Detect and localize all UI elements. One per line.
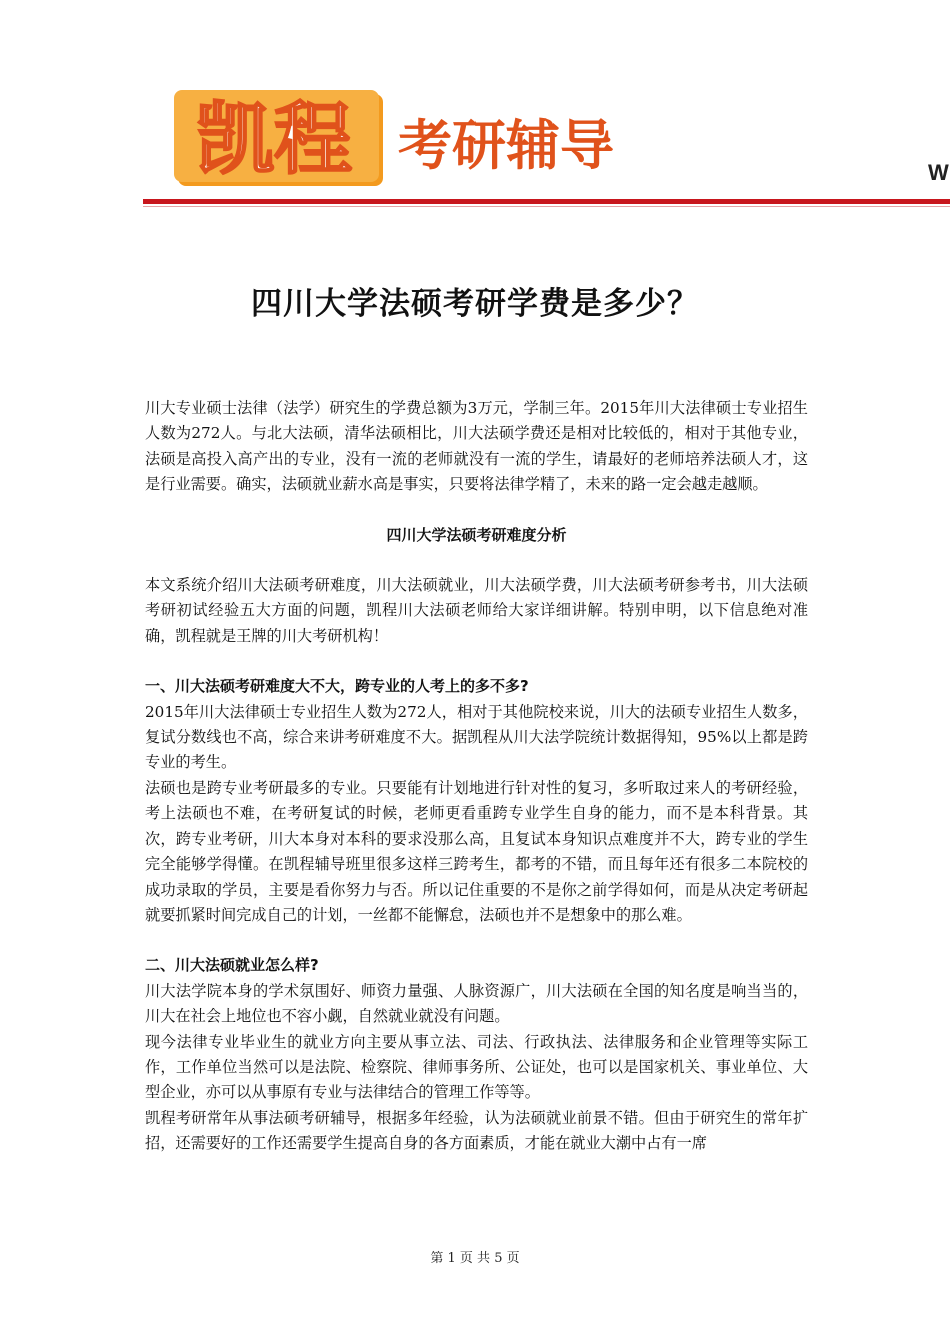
website-partial-text: W: [928, 160, 949, 185]
page-title: 四川大学法硕考研学费是多少？: [251, 286, 699, 322]
document-body: [145, 396, 808, 1157]
header-red-rule: [143, 199, 950, 204]
section1-paragraph: 2015年川大法律硕士专业招生人数为272人，相对于其他院校来说，川大的法硕专业招生人数多，复试分数线也不高，综合来讲考研难度不大。据凯程从川大法学院统计数据得知，95%以上都是跨专业的考生。: [145, 702, 808, 772]
logo-text: 凯程: [195, 95, 353, 185]
section1-heading: 一、川大法硕考研难度大不大，跨专业的人考上的多不多?: [145, 677, 529, 696]
section2-paragraph: 凯程考研常年从事法硕考研辅导，根据多年经验，认为法硕就业前景不错。但由于研究生的常年扩招，还需要好的工作还需要学生提高自身的各方面素质，才能在就业大潮中占有一席: [145, 1108, 808, 1153]
overview-paragraph: 本文系统介绍川大法硕考研难度，川大法硕就业，川大法硕学费，川大法硕考研参考书，川大法硕考研初试经验五大方面的问题，凯程川大法硕老师给大家详细讲解。特别申明，以下信息绝对准确，凯程就是王牌的川大考研机构！: [145, 576, 808, 645]
section-subtitle: 四川大学法硕考研难度分析: [386, 525, 567, 544]
section2-paragraph: 川大法学院本身的学术氛围好、师资力量强、人脉资源广，川大法硕在全国的知名度是响当当的，川大在社会上地位也不容小觑，自然就业就没有问题。: [145, 981, 808, 1026]
kaicheng-logo: [170, 72, 640, 192]
intro-paragraph: 川大专业硕士法律（法学）研究生的学费总额为3万元，学制三年。2015年川大法律硕士专业招生人数为272人。与北大法硕，清华法硕相比，川大法硕学费还是相对比较低的，相对于其他专业，法硕是高投入高产出的专业，没有一流的老师就没有一流的学生，请最好的老师培养法硕人才，这是行业需要。确实，法硕就业薪水高是事实，只要将法律学精了，未来的路一定会越走越顺。: [145, 399, 808, 494]
section1-paragraph: 法硕也是跨专业考研最多的专业。只要能有计划地进行针对性的复习，多听取过来人的考研经验，考上法硕也不难，在考研复试的时候，老师更看重跨专业学生自身的能力，而不是本科背景。其次，跨专业考研，川大本身对本科的要求没那么高，且复试本身知识点难度并不大，跨专业的学生完全能够学得懂。在凯程辅导班里很多这样三跨考生，都考的不错，而且每年还有很多二本院校的成功录取的学员，主要是看你努力与否。所以记住重要的不是你之前学得如何，而是从决定考研起就要抓紧时间完成自己的计划，一丝都不能懈怠，法硕也并不是想象中的那么难。: [145, 778, 808, 924]
section2-heading: 二、川大法硕就业怎么样?: [145, 956, 319, 975]
header-thin-rule: [143, 206, 950, 207]
section2-paragraph: 现今法律专业毕业生的就业方向主要从事立法、司法、行政执法、法律服务和企业管理等实际工作，工作单位当然可以是法院、检察院、律师事务所、公证处，也可以是国家机关、事业单位、大型企业，亦可以从事原有专业与法律结合的管理工作等等。: [145, 1032, 808, 1102]
page-number-footer: 第 1 页 共 5 页: [430, 1251, 520, 1266]
logo-tagline: 考研辅导: [398, 114, 614, 177]
